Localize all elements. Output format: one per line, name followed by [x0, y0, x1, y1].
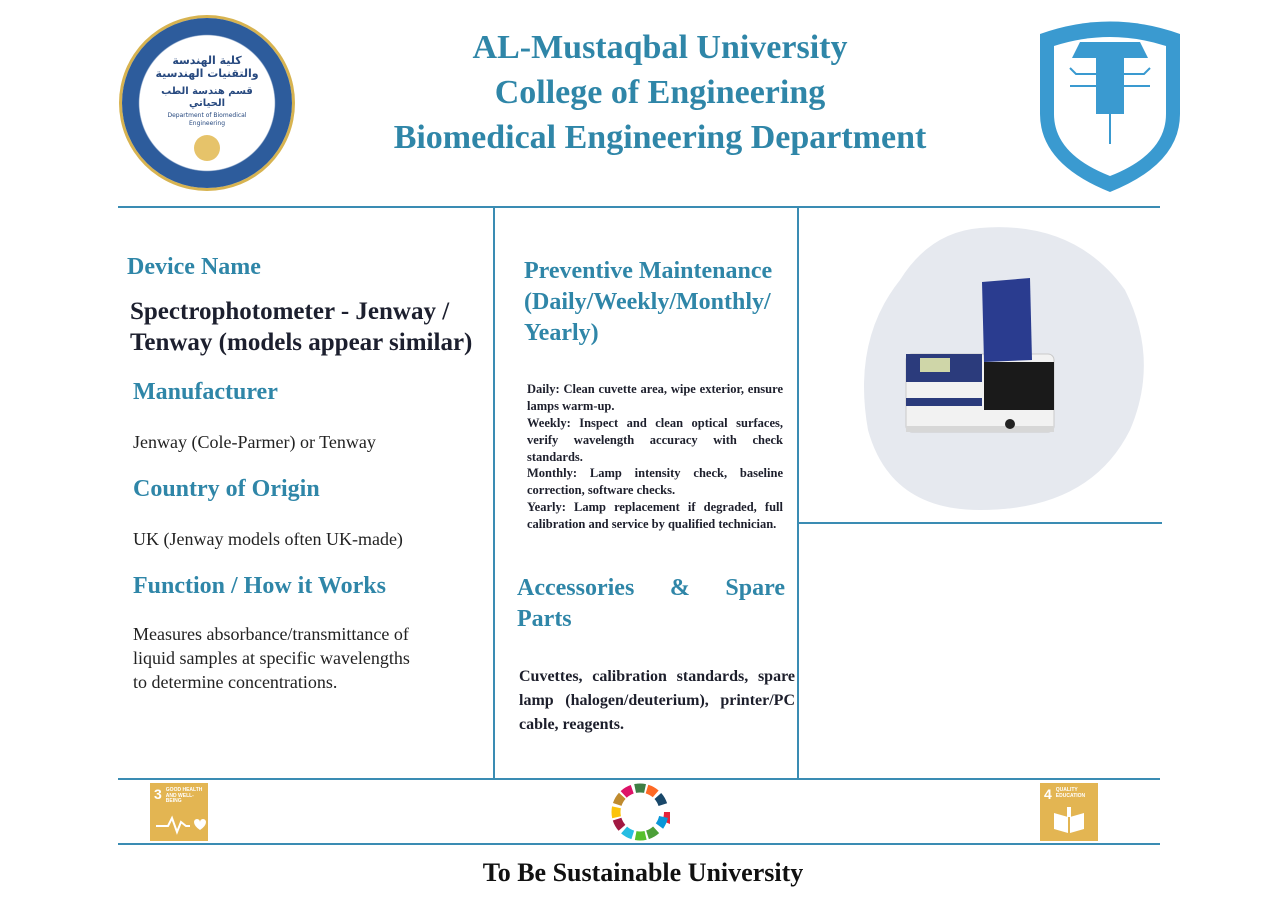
college-logo [122, 18, 292, 188]
university-logo [1030, 14, 1190, 194]
column-divider-2 [797, 206, 799, 780]
maintenance-weekly: Weekly: Inspect and clean optical surfaces, verify wavelength accuracy with check standards. [527, 415, 783, 464]
department-name: Biomedical Engineering Department [393, 118, 927, 156]
sdg3-icon [150, 783, 208, 841]
device-image [860, 220, 1160, 515]
manufacturer-label: Manufacturer [133, 379, 278, 405]
sdg3-label: GOOD HEALTH AND WELL-BEING [165, 787, 203, 804]
maintenance-yearly: Yearly: Lamp replacement if degraded, full calibration and service by qualified technician. [527, 500, 783, 531]
image-divider [797, 522, 1162, 524]
sdg-wheel-icon [610, 782, 670, 842]
column-divider-1 [493, 206, 495, 780]
header-divider [118, 206, 1160, 208]
page-title [300, 26, 1020, 161]
college-logo-text: كلية الهندسة والتقنيات الهندسية قسم هندسة الطب الحياتي Department of Biomedical Engineering [152, 54, 262, 161]
maintenance-label: Preventive Maintenance (Daily/Weekly/Monthly/ Yearly) [524, 258, 773, 347]
maintenance-daily: Daily: Clean cuvette area, wipe exterior, ensure lamps warm-up. [527, 382, 783, 413]
maintenance-schedule [527, 381, 783, 533]
university-name: AL-Mustaqbal University [472, 29, 848, 66]
college-name: College of Engineering [494, 73, 826, 111]
accessories-label: Accessories & Spare Parts [517, 575, 785, 633]
function-label: Function / How it Works [133, 573, 386, 599]
footer-divider-top [118, 778, 1160, 780]
book-icon [1040, 805, 1098, 835]
device-name-label: Device Name [127, 254, 261, 280]
manufacturer-value: Jenway (Cole-Parmer) or Tenway [133, 432, 376, 452]
sdg4-icon [1040, 783, 1098, 841]
maintenance-monthly: Monthly: Lamp intensity check, baseline correction, software checks. [527, 466, 783, 498]
sdg4-number: 4 [1044, 786, 1052, 802]
heartbeat-icon [150, 808, 208, 838]
device-name-value: Spectrophotometer - Jenway / Tenway (models appear similar) [130, 298, 473, 357]
footer-slogan: To Be Sustainable University [482, 858, 804, 887]
function-value: Measures absorbance/transmittance of liquid samples at specific wavelengths to determine concentrations. [133, 624, 410, 692]
origin-label: Country of Origin [133, 476, 320, 502]
origin-value: UK (Jenway models often UK-made) [133, 529, 403, 549]
sdg4-label: QUALITY EDUCATION [1055, 787, 1086, 799]
sdg3-number: 3 [154, 786, 162, 802]
footer-divider-bottom [118, 843, 1160, 845]
accessories-value: Cuvettes, calibration standards, spare lamp (halogen/deuterium), printer/PC cable, reagents. [519, 668, 795, 733]
